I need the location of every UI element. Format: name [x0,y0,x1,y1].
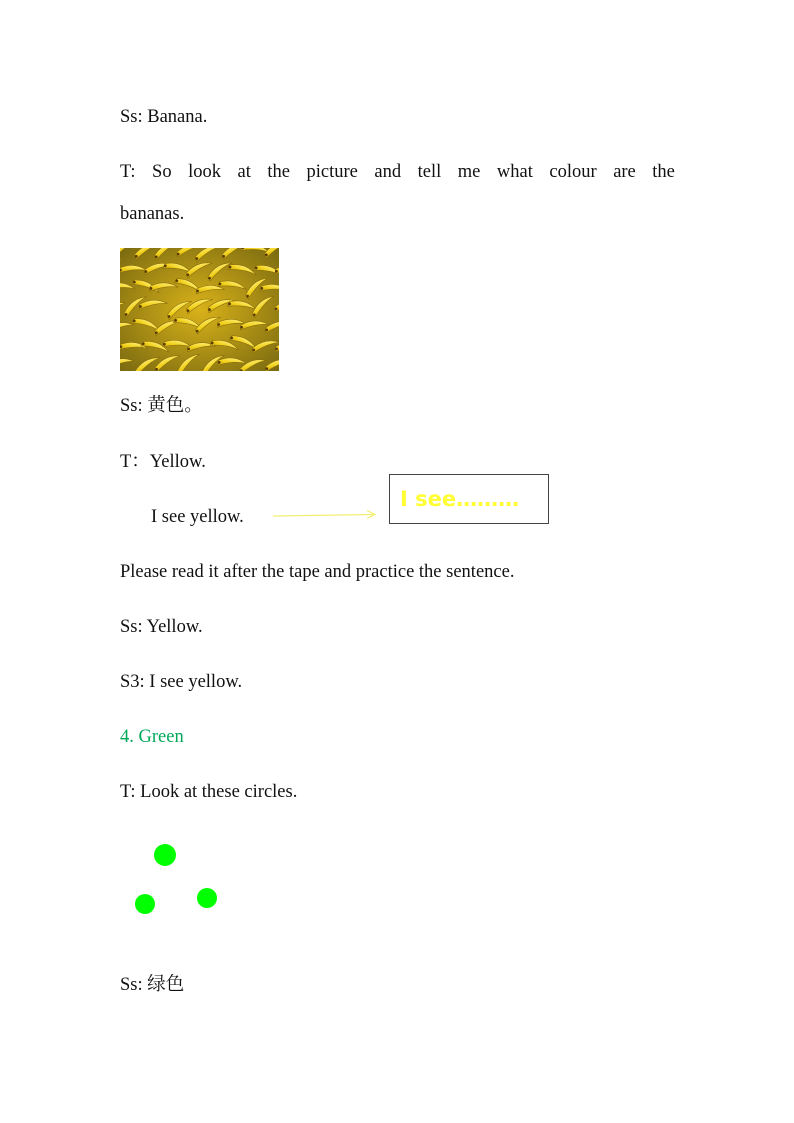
word: me [457,162,481,182]
word: look [188,162,221,182]
line-t-look-picture [120,163,675,182]
green-circle [197,888,217,908]
line-ss-huangse: Ss: 黄色。 [120,396,203,416]
word: and [374,162,402,182]
word: the [652,162,675,182]
line-t-look-continuation: bananas. [120,204,185,224]
word: the [267,162,290,182]
line-t-circles: T: Look at these circles. [120,782,298,802]
arrow-right-icon [272,507,380,523]
i-see-box-text: I see……… [400,487,520,511]
i-see-box [389,474,549,524]
green-circle [154,844,176,866]
line-i-see-yellow: I see yellow. [151,507,244,527]
banana-image [120,248,279,371]
line-ss-banana: Ss: Banana. [120,107,208,127]
word: picture [306,162,358,182]
word: tell [417,162,442,182]
heading-green: 4. Green [120,727,184,747]
green-circle [135,894,155,914]
line-s3-yellow: S3: I see yellow. [120,672,243,692]
green-circles-figure [120,830,240,930]
word: are [613,162,636,182]
word: what [496,162,533,182]
line-please-read: Please read it after the tape and practice the sentence. [120,562,515,582]
word: colour [549,162,597,182]
line-ss-lvse: Ss: 绿色 [120,975,185,995]
word: at [237,162,251,182]
line-ss-yellow: Ss: Yellow. [120,617,203,637]
word: So [152,162,172,182]
word: T: [120,162,136,182]
line-t-yellow: T：Yellow. [120,452,206,472]
